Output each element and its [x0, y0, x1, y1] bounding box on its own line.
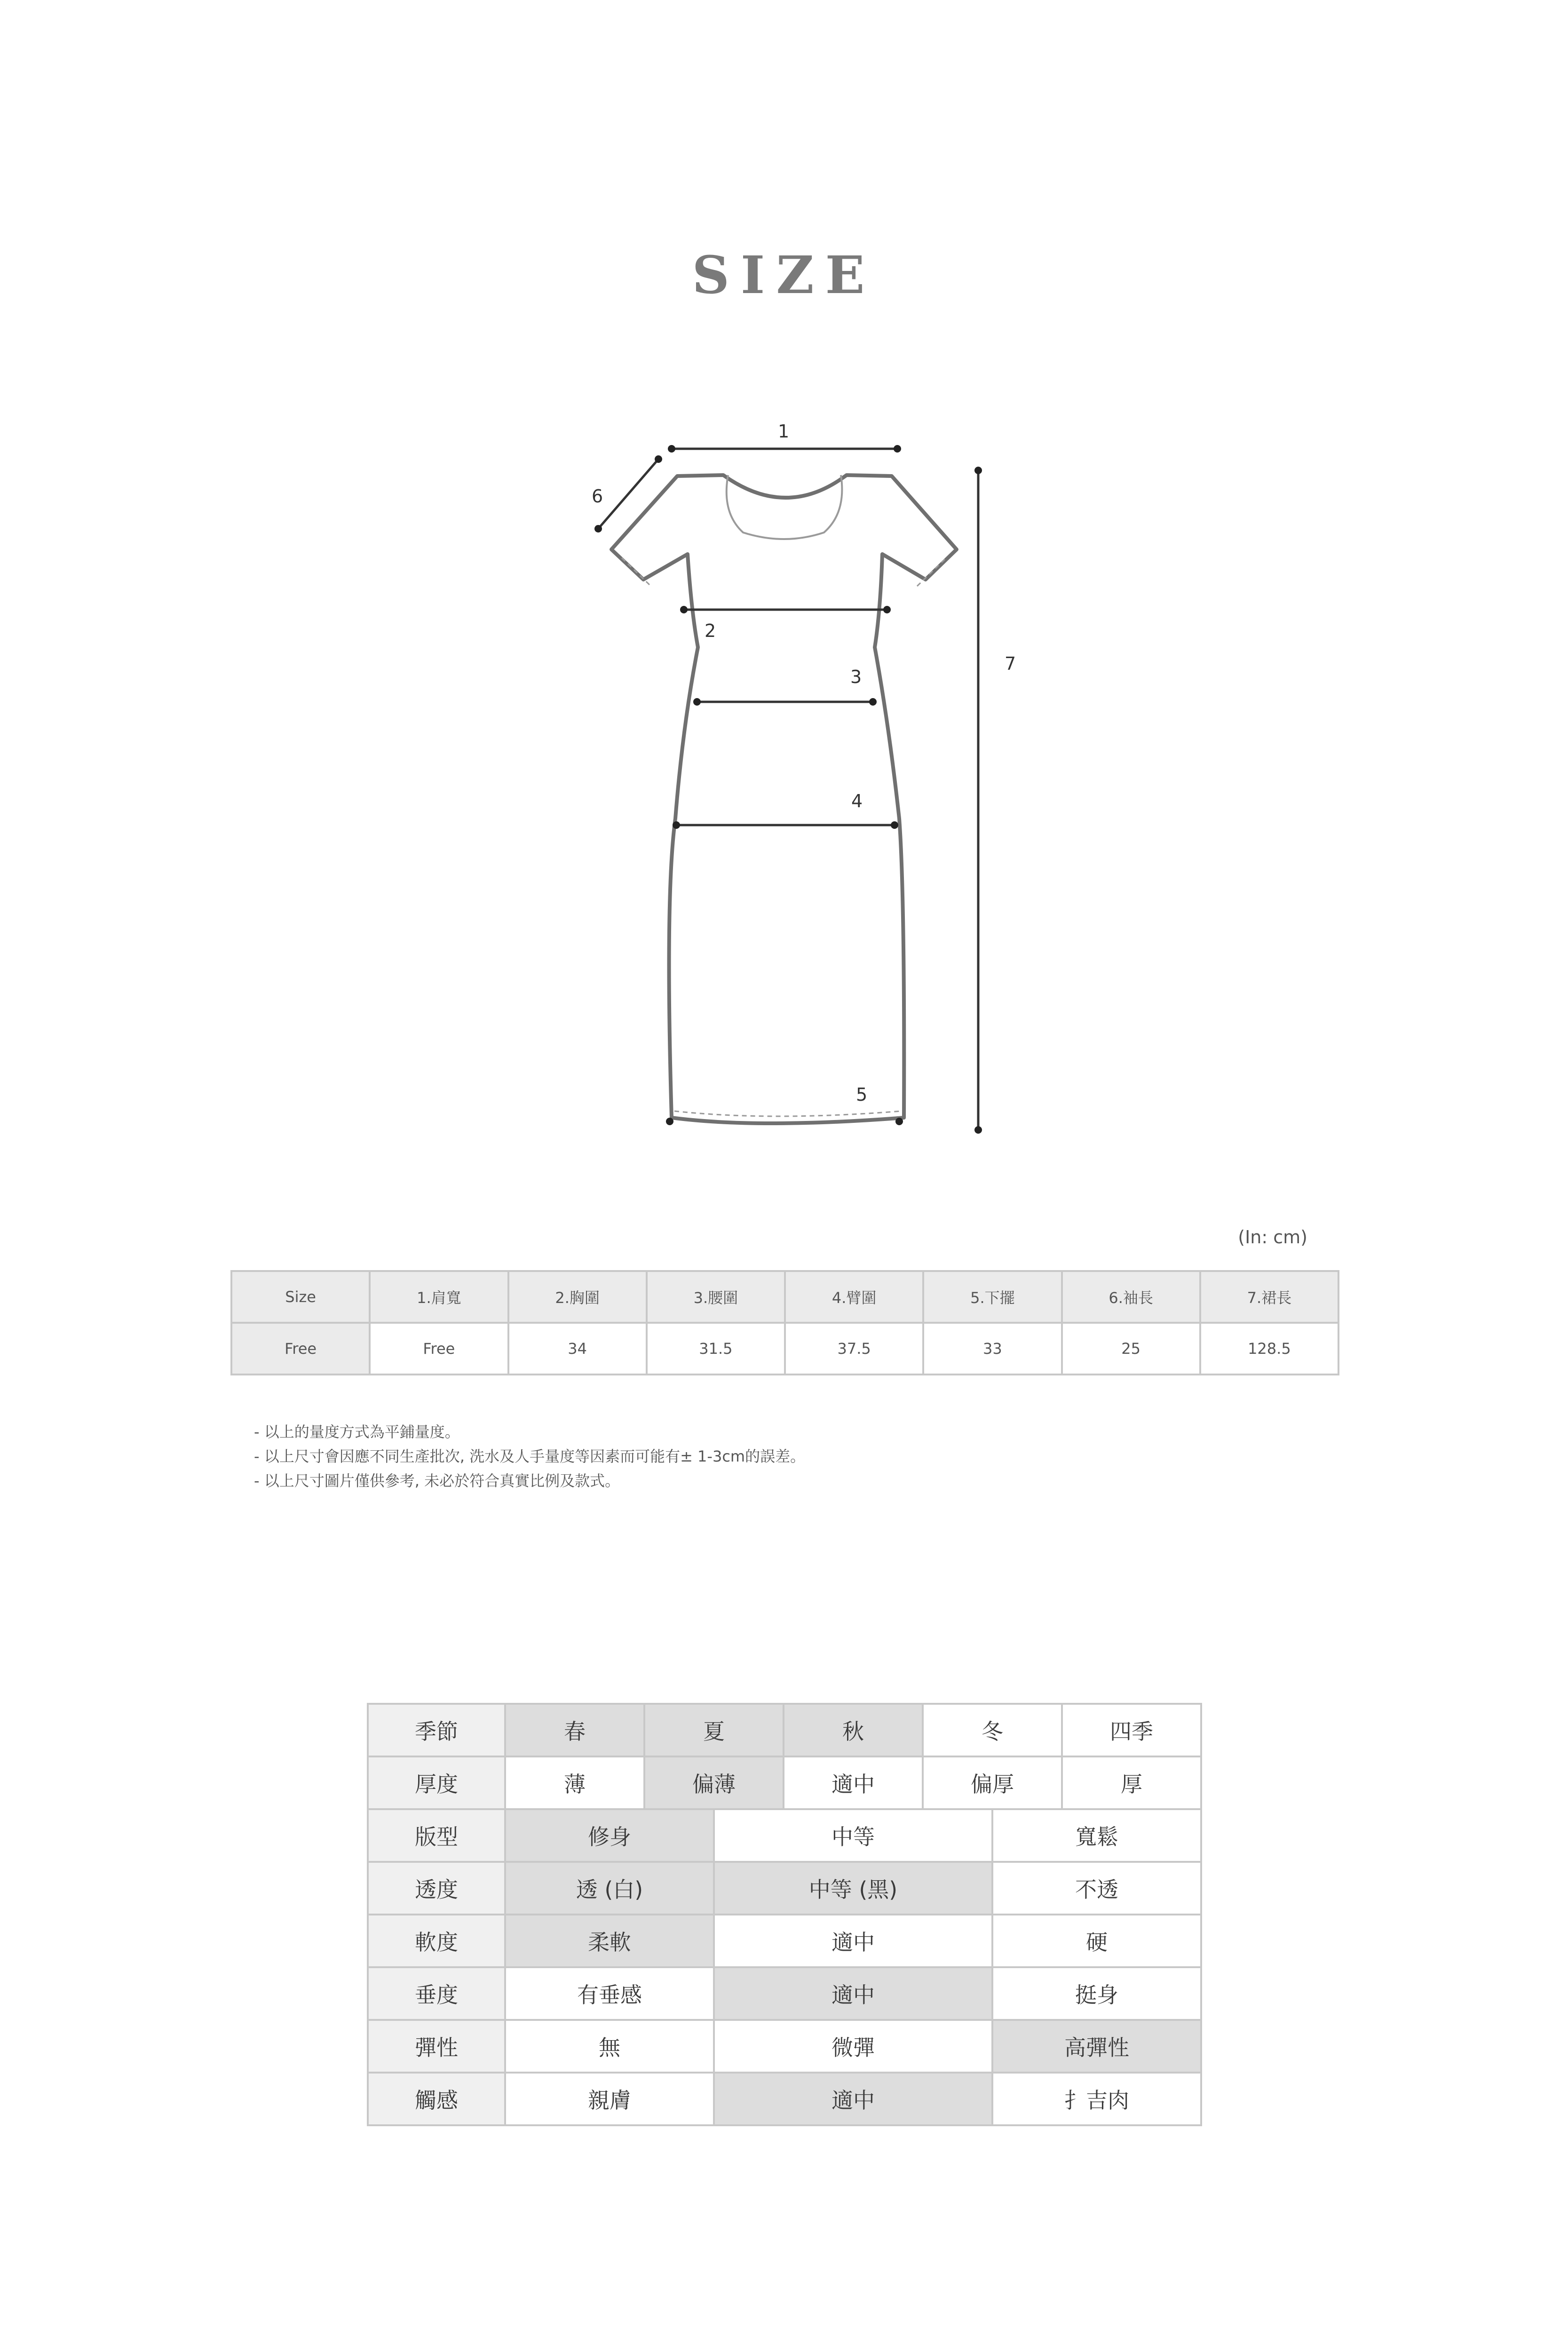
- measure-dot: [594, 525, 602, 532]
- size-value-cell: 37.5: [785, 1323, 923, 1375]
- fabric-row-label: 透度: [368, 1862, 505, 1915]
- fabric-option-cell: 透 (白): [505, 1862, 714, 1915]
- measure-dot: [693, 698, 701, 706]
- fabric-row-label: 垂度: [368, 1967, 505, 2020]
- fabric-row-label: 彈性: [368, 2020, 505, 2073]
- measure-label-3: 3: [850, 667, 862, 687]
- fabric-option-cell: 硬: [992, 1915, 1201, 1967]
- note-line: - 以上尺寸圖片僅供參考, 未必於符合真實比例及款式。: [254, 1472, 620, 1490]
- sleeve-stitch-right: [917, 558, 946, 586]
- measure-dot: [894, 445, 901, 453]
- fabric-option-cell: 適中: [714, 2073, 992, 2125]
- fabric-row-fit: [368, 1809, 1201, 1862]
- size-value-cell: Free: [231, 1323, 370, 1375]
- page-title: SIZE: [692, 245, 876, 305]
- fabric-row-thickness: [368, 1756, 1201, 1809]
- size-header-cell: 2.胸圍: [508, 1271, 647, 1323]
- measure-dot: [680, 606, 688, 613]
- measure-label-6: 6: [592, 486, 603, 507]
- fabric-option-cell: 高彈性: [992, 2020, 1201, 2073]
- size-header-cell: Size: [231, 1271, 370, 1323]
- note-line: - 以上尺寸會因應不同生產批次, 洗水及人手量度等因素而可能有± 1-3cm的誤差。: [254, 1447, 806, 1465]
- size-table-row: [231, 1323, 1338, 1375]
- fabric-option-cell: 挺身: [992, 1967, 1201, 2020]
- fabric-option-cell: 偏薄: [644, 1756, 784, 1809]
- measure-dot: [974, 467, 982, 474]
- fabric-option-cell: 不透: [992, 1862, 1201, 1915]
- fabric-row-elasticity: [368, 2020, 1201, 2073]
- fabric-option-cell: 秋: [784, 1704, 923, 1756]
- fabric-option-cell: 微彈: [714, 2020, 992, 2073]
- fabric-option-cell: 親膚: [505, 2073, 714, 2125]
- fabric-option-cell: 夏: [644, 1704, 784, 1756]
- hem-stitch: [674, 1111, 901, 1116]
- fabric-option-cell: 寬鬆: [992, 1809, 1201, 1862]
- fabric-option-cell: 適中: [784, 1756, 923, 1809]
- fabric-option-cell: 柔軟: [505, 1915, 714, 1967]
- size-value-cell: 34: [508, 1323, 647, 1375]
- unit-note: (In: cm): [1238, 1227, 1307, 1248]
- size-value-cell: 25: [1062, 1323, 1200, 1375]
- fabric-row-label: 觸感: [368, 2073, 505, 2125]
- size-table-header-row: [231, 1271, 1338, 1323]
- measure-dot: [883, 606, 891, 613]
- measure-dot: [666, 1118, 673, 1125]
- fabric-option-cell: 厚: [1062, 1756, 1201, 1809]
- size-value-cell: 33: [923, 1323, 1061, 1375]
- measure-dot: [869, 698, 877, 706]
- fabric-option-cell: 薄: [505, 1756, 644, 1809]
- measure-dot: [673, 821, 680, 829]
- fabric-option-cell: 有垂感: [505, 1967, 714, 2020]
- fabric-row-label: 版型: [368, 1809, 505, 1862]
- measure-label-5: 5: [856, 1084, 868, 1105]
- fabric-option-cell: 冬: [923, 1704, 1062, 1756]
- fabric-option-cell: 春: [505, 1704, 644, 1756]
- measure-label-7: 7: [1005, 653, 1016, 674]
- fabric-row-touch: [368, 2073, 1201, 2125]
- fabric-option-cell: 中等: [714, 1809, 992, 1862]
- measurement-notes: [254, 1420, 1289, 1493]
- fabric-option-cell: 偏厚: [923, 1756, 1062, 1809]
- dress-measurement-diagram: [564, 405, 1035, 1138]
- size-header-cell: 6.袖長: [1062, 1271, 1200, 1323]
- fabric-row-softness: [368, 1915, 1201, 1967]
- fabric-option-cell: 四季: [1062, 1704, 1201, 1756]
- size-value-cell: 128.5: [1200, 1323, 1338, 1375]
- fabric-option-cell: 無: [505, 2020, 714, 2073]
- fabric-option-cell: 修身: [505, 1809, 714, 1862]
- size-header-cell: 4.臂圍: [785, 1271, 923, 1323]
- measure-dot: [974, 1126, 982, 1134]
- neckline-inner: [727, 475, 842, 539]
- fabric-row-label: 季節: [368, 1704, 505, 1756]
- fabric-option-cell: 中等 (黑): [714, 1862, 992, 1915]
- fabric-option-cell: 適中: [714, 1915, 992, 1967]
- fabric-row-label: 軟度: [368, 1915, 505, 1967]
- fabric-row-label: 厚度: [368, 1756, 505, 1809]
- measure-line-sleeve: [598, 459, 658, 529]
- fabric-properties-table: [367, 1703, 1202, 2126]
- size-value-cell: Free: [370, 1323, 508, 1375]
- size-table: [230, 1270, 1339, 1375]
- measure-label-2: 2: [705, 620, 716, 641]
- dress-outline: [611, 475, 957, 1123]
- fabric-row-season: [368, 1704, 1201, 1756]
- measure-label-1: 1: [778, 421, 790, 442]
- note-line: - 以上的量度方式為平鋪量度。: [254, 1423, 460, 1441]
- measure-dot: [891, 821, 898, 829]
- fabric-row-drape: [368, 1967, 1201, 2020]
- measure-dot: [895, 1118, 903, 1125]
- measure-dot: [668, 445, 675, 453]
- measure-label-4: 4: [851, 791, 863, 811]
- measure-dot: [655, 455, 662, 463]
- size-value-cell: 31.5: [647, 1323, 785, 1375]
- size-header-cell: 7.裙長: [1200, 1271, 1338, 1323]
- fabric-option-cell: 適中: [714, 1967, 992, 2020]
- fabric-row-sheerness: [368, 1862, 1201, 1915]
- size-header-cell: 3.腰圍: [647, 1271, 785, 1323]
- size-header-cell: 1.肩寬: [370, 1271, 508, 1323]
- fabric-option-cell: 扌吉肉: [992, 2073, 1201, 2125]
- size-header-cell: 5.下擺: [923, 1271, 1061, 1323]
